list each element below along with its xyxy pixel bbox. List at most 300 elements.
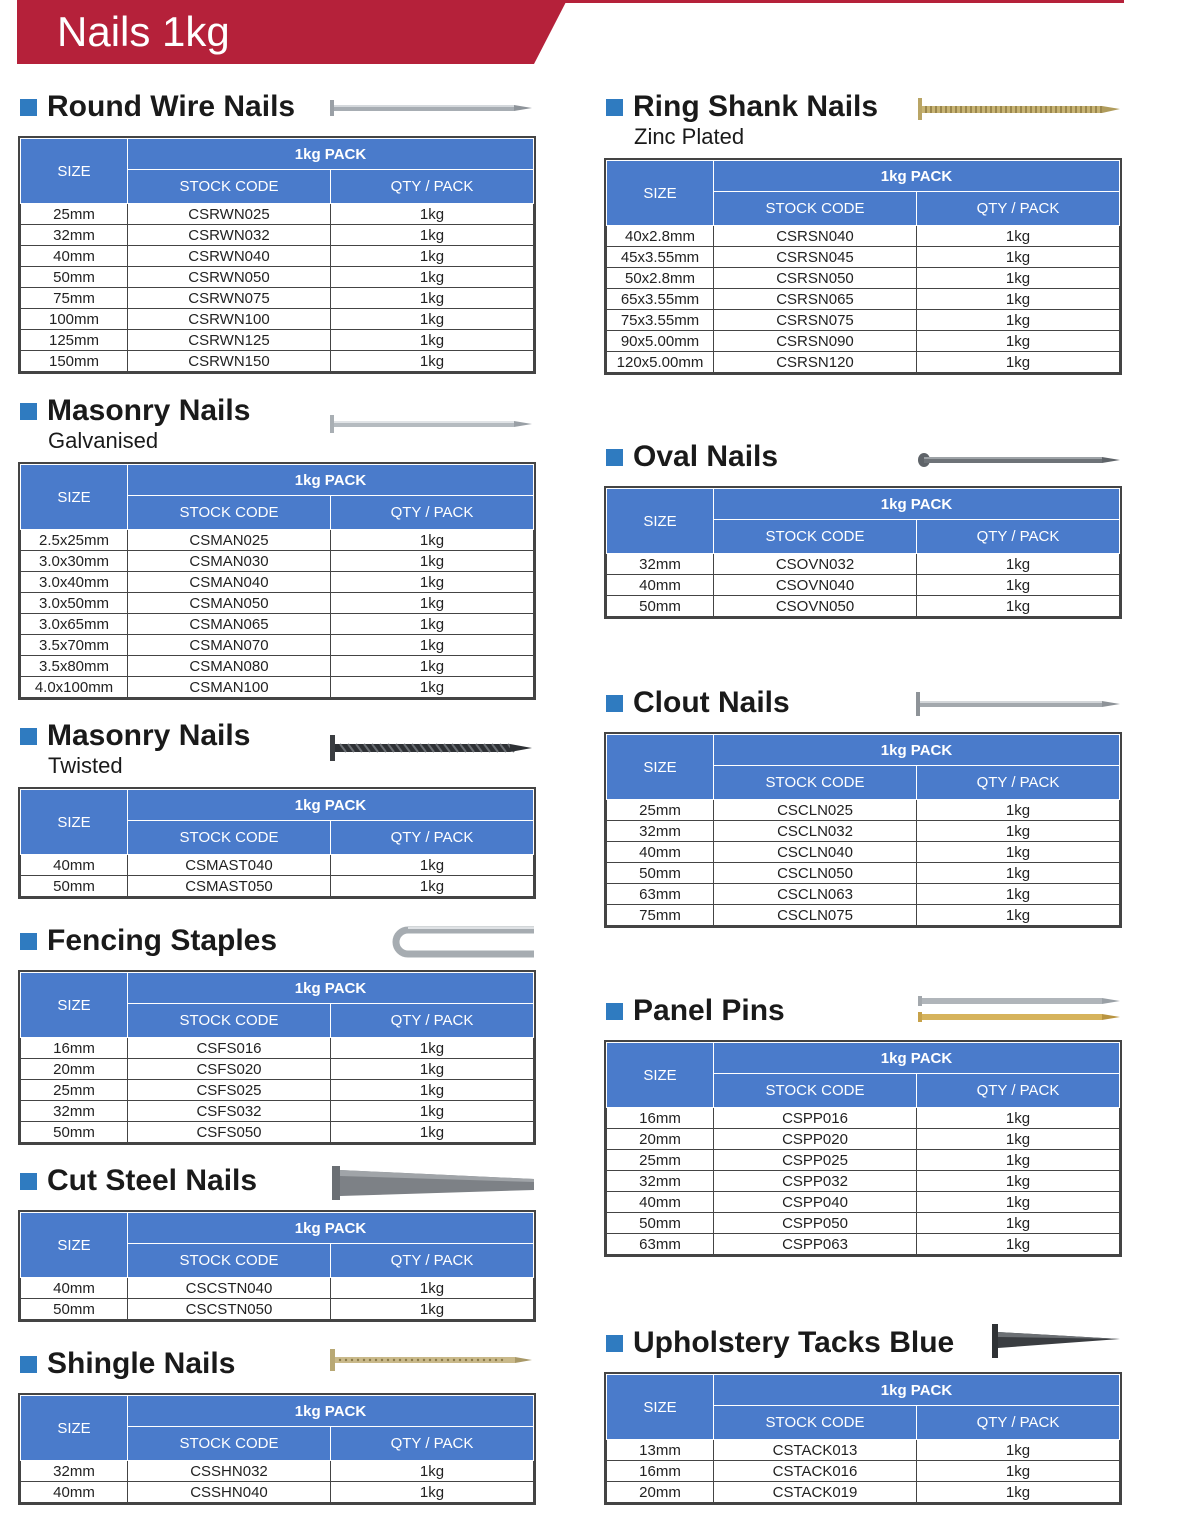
- table-row: [607, 1129, 1120, 1150]
- stock-code-cell: CSRWN032: [128, 225, 331, 246]
- stock-code-cell: CSOVN050: [714, 596, 917, 617]
- stock-code-cell: CSMAN080: [128, 656, 331, 677]
- table-row: [21, 1080, 534, 1101]
- size-cell: 40mm: [21, 246, 128, 267]
- stock-code-cell: CSCLN032: [714, 821, 917, 842]
- section-oval-nails: [604, 440, 1122, 619]
- section-title: Ring Shank Nails: [633, 90, 879, 123]
- section-header: [18, 924, 536, 970]
- qty-cell: 1kg: [917, 575, 1120, 596]
- table-row: [21, 1278, 534, 1299]
- size-cell: 63mm: [607, 884, 714, 905]
- nail-image-icon: [990, 1324, 1122, 1358]
- section-round-wire-nails: [18, 90, 536, 374]
- qty-cell: 1kg: [917, 1440, 1120, 1461]
- table-row: [21, 551, 534, 572]
- size-cell: 20mm: [21, 1059, 128, 1080]
- qty-cell: 1kg: [917, 310, 1120, 331]
- product-table: [18, 1393, 536, 1505]
- stock-code-header: STOCK CODE: [714, 192, 917, 226]
- stock-code-cell: CSFS016: [128, 1038, 331, 1059]
- stock-code-cell: CSRWN050: [128, 267, 331, 288]
- stock-code-cell: CSRWN125: [128, 330, 331, 351]
- square-bullet-icon: [606, 99, 623, 116]
- stock-code-cell: CSRSN120: [714, 352, 917, 373]
- size-header: SIZE: [21, 790, 128, 855]
- stock-code-cell: CSCLN063: [714, 884, 917, 905]
- size-cell: 3.5x70mm: [21, 635, 128, 656]
- section-title: Masonry Nails: [47, 394, 251, 427]
- size-cell: 3.5x80mm: [21, 656, 128, 677]
- product-table: [604, 1040, 1122, 1257]
- qty-cell: 1kg: [917, 863, 1120, 884]
- table-row: [21, 1299, 534, 1320]
- table-row: [607, 1213, 1120, 1234]
- qty-cell: 1kg: [917, 884, 1120, 905]
- stock-code-cell: CSRSN075: [714, 310, 917, 331]
- qty-cell: 1kg: [331, 855, 534, 876]
- size-cell: 65x3.55mm: [607, 289, 714, 310]
- stock-code-cell: CSCLN040: [714, 842, 917, 863]
- size-cell: 16mm: [21, 1038, 128, 1059]
- qty-cell: 1kg: [331, 246, 534, 267]
- qty-cell: 1kg: [331, 225, 534, 246]
- product-table: [604, 486, 1122, 619]
- section-header: [604, 994, 1122, 1040]
- square-bullet-icon: [20, 1173, 37, 1190]
- table-row: [607, 1192, 1120, 1213]
- table-row: [21, 1038, 534, 1059]
- stock-code-cell: CSSHN040: [128, 1482, 331, 1503]
- qty-cell: 1kg: [917, 1213, 1120, 1234]
- size-cell: 25mm: [607, 1150, 714, 1171]
- nail-image-icon: [916, 994, 1122, 1024]
- stock-code-cell: CSPP063: [714, 1234, 917, 1255]
- stock-code-cell: CSPP050: [714, 1213, 917, 1234]
- size-cell: 40x2.8mm: [607, 226, 714, 247]
- qty-cell: 1kg: [917, 268, 1120, 289]
- table-row: [607, 884, 1120, 905]
- section-masonry-nails-twisted: [18, 719, 536, 899]
- banner-rule: [540, 0, 1124, 3]
- size-cell: 4.0x100mm: [21, 677, 128, 698]
- qty-cell: 1kg: [917, 1461, 1120, 1482]
- stock-code-header: STOCK CODE: [128, 496, 331, 530]
- size-cell: 32mm: [607, 554, 714, 575]
- table-row: [21, 572, 534, 593]
- qty-cell: 1kg: [331, 1278, 534, 1299]
- section-subtitle: Twisted: [48, 753, 123, 778]
- size-cell: 150mm: [21, 351, 128, 372]
- table-row: [607, 331, 1120, 352]
- stock-code-cell: CSRSN045: [714, 247, 917, 268]
- nail-image-icon: [326, 1349, 536, 1371]
- qty-pack-header: QTY / PACK: [331, 496, 534, 530]
- size-cell: 32mm: [607, 1171, 714, 1192]
- stock-code-cell: CSMAN025: [128, 530, 331, 551]
- stock-code-cell: CSSHN032: [128, 1461, 331, 1482]
- stock-code-cell: CSPP020: [714, 1129, 917, 1150]
- qty-cell: 1kg: [917, 247, 1120, 268]
- size-header: SIZE: [607, 1375, 714, 1440]
- qty-cell: 1kg: [331, 572, 534, 593]
- section-header: [18, 394, 536, 462]
- stock-code-cell: CSOVN040: [714, 575, 917, 596]
- stock-code-header: STOCK CODE: [128, 1244, 331, 1278]
- pack-header: 1kg PACK: [714, 489, 1120, 520]
- stock-code-cell: CSOVN032: [714, 554, 917, 575]
- qty-pack-header: QTY / PACK: [331, 1244, 534, 1278]
- size-cell: 32mm: [607, 821, 714, 842]
- table-row: [21, 593, 534, 614]
- qty-pack-header: QTY / PACK: [917, 766, 1120, 800]
- stock-code-cell: CSFS032: [128, 1101, 331, 1122]
- pack-header: 1kg PACK: [714, 161, 1120, 192]
- qty-cell: 1kg: [331, 1080, 534, 1101]
- table-row: [607, 247, 1120, 268]
- table-row: [21, 1059, 534, 1080]
- stock-code-cell: CSRWN150: [128, 351, 331, 372]
- section-cut-steel-nails: [18, 1164, 536, 1322]
- section-title: Shingle Nails: [47, 1347, 236, 1380]
- stock-code-cell: CSCSTN050: [128, 1299, 331, 1320]
- square-bullet-icon: [606, 1003, 623, 1020]
- table-row: [21, 1101, 534, 1122]
- stock-code-cell: CSTACK016: [714, 1461, 917, 1482]
- qty-cell: 1kg: [331, 656, 534, 677]
- square-bullet-icon: [606, 449, 623, 466]
- table-row: [607, 575, 1120, 596]
- size-cell: 50mm: [21, 876, 128, 897]
- qty-cell: 1kg: [917, 352, 1120, 373]
- stock-code-header: STOCK CODE: [714, 1406, 917, 1440]
- table-row: [607, 268, 1120, 289]
- stock-code-cell: CSRSN090: [714, 331, 917, 352]
- qty-cell: 1kg: [331, 551, 534, 572]
- qty-cell: 1kg: [917, 1150, 1120, 1171]
- qty-cell: 1kg: [331, 330, 534, 351]
- size-cell: 3.0x50mm: [21, 593, 128, 614]
- section-title: Fencing Staples: [47, 924, 278, 957]
- pack-header: 1kg PACK: [714, 1043, 1120, 1074]
- table-row: [607, 1440, 1120, 1461]
- nail-image-icon: [914, 692, 1122, 716]
- nail-image-icon: [386, 924, 536, 960]
- size-cell: 13mm: [607, 1440, 714, 1461]
- qty-pack-header: QTY / PACK: [917, 520, 1120, 554]
- qty-pack-header: QTY / PACK: [331, 170, 534, 204]
- size-cell: 32mm: [21, 225, 128, 246]
- size-header: SIZE: [607, 489, 714, 554]
- size-cell: 40mm: [607, 842, 714, 863]
- square-bullet-icon: [20, 1356, 37, 1373]
- table-row: [607, 1482, 1120, 1503]
- pack-header: 1kg PACK: [128, 465, 534, 496]
- size-cell: 40mm: [607, 575, 714, 596]
- pack-header: 1kg PACK: [128, 1213, 534, 1244]
- table-row: [21, 309, 534, 330]
- size-cell: 75x3.55mm: [607, 310, 714, 331]
- section-shingle-nails: [18, 1347, 536, 1505]
- size-cell: 20mm: [607, 1129, 714, 1150]
- qty-cell: 1kg: [331, 677, 534, 698]
- table-row: [21, 635, 534, 656]
- table-row: [607, 1461, 1120, 1482]
- section-clout-nails: [604, 686, 1122, 928]
- qty-cell: 1kg: [917, 289, 1120, 310]
- section-header: [604, 440, 1122, 486]
- stock-code-header: STOCK CODE: [714, 766, 917, 800]
- qty-cell: 1kg: [331, 876, 534, 897]
- section-title: Round Wire Nails: [47, 90, 296, 123]
- section-masonry-nails-galvanised: [18, 394, 536, 700]
- square-bullet-icon: [20, 99, 37, 116]
- table-row: [21, 855, 534, 876]
- qty-cell: 1kg: [917, 1129, 1120, 1150]
- qty-pack-header: QTY / PACK: [331, 821, 534, 855]
- table-row: [607, 1108, 1120, 1129]
- qty-cell: 1kg: [331, 635, 534, 656]
- size-cell: 50mm: [21, 267, 128, 288]
- square-bullet-icon: [20, 728, 37, 745]
- stock-code-cell: CSRWN025: [128, 204, 331, 225]
- section-header: [18, 1347, 536, 1393]
- stock-code-cell: CSCSTN040: [128, 1278, 331, 1299]
- section-title: Panel Pins: [633, 994, 785, 1027]
- table-row: [607, 226, 1120, 247]
- size-cell: 63mm: [607, 1234, 714, 1255]
- size-cell: 3.0x65mm: [21, 614, 128, 635]
- table-row: [607, 842, 1120, 863]
- size-cell: 40mm: [21, 855, 128, 876]
- stock-code-cell: CSRSN040: [714, 226, 917, 247]
- stock-code-header: STOCK CODE: [128, 821, 331, 855]
- qty-cell: 1kg: [331, 530, 534, 551]
- size-cell: 2.5x25mm: [21, 530, 128, 551]
- size-cell: 75mm: [21, 288, 128, 309]
- table-row: [21, 204, 534, 225]
- stock-code-header: STOCK CODE: [128, 1427, 331, 1461]
- qty-cell: 1kg: [917, 331, 1120, 352]
- qty-cell: 1kg: [331, 1299, 534, 1320]
- size-cell: 125mm: [21, 330, 128, 351]
- stock-code-cell: CSRWN075: [128, 288, 331, 309]
- table-row: [21, 267, 534, 288]
- product-table: [604, 732, 1122, 928]
- stock-code-cell: CSPP040: [714, 1192, 917, 1213]
- product-table: [604, 158, 1122, 375]
- nail-image-icon: [916, 452, 1122, 468]
- qty-cell: 1kg: [917, 1171, 1120, 1192]
- table-row: [607, 554, 1120, 575]
- size-cell: 20mm: [607, 1482, 714, 1503]
- section-title: Clout Nails: [633, 686, 790, 719]
- stock-code-cell: CSRSN065: [714, 289, 917, 310]
- size-header: SIZE: [607, 161, 714, 226]
- qty-cell: 1kg: [917, 842, 1120, 863]
- nail-image-icon: [326, 98, 536, 118]
- stock-code-cell: CSMAN050: [128, 593, 331, 614]
- stock-code-cell: CSCLN025: [714, 800, 917, 821]
- pack-header: 1kg PACK: [128, 139, 534, 170]
- size-cell: 50mm: [21, 1299, 128, 1320]
- nail-image-icon: [330, 1166, 536, 1202]
- size-cell: 16mm: [607, 1108, 714, 1129]
- qty-cell: 1kg: [917, 226, 1120, 247]
- table-row: [21, 1122, 534, 1143]
- size-cell: 50mm: [607, 596, 714, 617]
- size-cell: 50mm: [21, 1122, 128, 1143]
- size-cell: 25mm: [607, 800, 714, 821]
- stock-code-header: STOCK CODE: [128, 170, 331, 204]
- stock-code-cell: CSRWN040: [128, 246, 331, 267]
- size-cell: 25mm: [21, 1080, 128, 1101]
- section-fencing-staples: [18, 924, 536, 1145]
- product-table: [18, 787, 536, 899]
- size-cell: 40mm: [607, 1192, 714, 1213]
- stock-code-cell: CSMAN065: [128, 614, 331, 635]
- qty-cell: 1kg: [331, 1122, 534, 1143]
- size-cell: 3.0x30mm: [21, 551, 128, 572]
- stock-code-cell: CSMAN100: [128, 677, 331, 698]
- size-header: SIZE: [21, 1213, 128, 1278]
- section-header: [604, 1326, 1122, 1372]
- qty-pack-header: QTY / PACK: [917, 1406, 1120, 1440]
- stock-code-header: STOCK CODE: [128, 1004, 331, 1038]
- table-row: [607, 821, 1120, 842]
- section-ring-shank-nails: [604, 90, 1122, 375]
- qty-pack-header: QTY / PACK: [917, 192, 1120, 226]
- table-row: [21, 530, 534, 551]
- product-table: [18, 462, 536, 700]
- section-title: Cut Steel Nails: [47, 1164, 258, 1197]
- qty-cell: 1kg: [331, 1038, 534, 1059]
- table-row: [607, 1234, 1120, 1255]
- size-cell: 90x5.00mm: [607, 331, 714, 352]
- size-cell: 40mm: [21, 1278, 128, 1299]
- section-header: [18, 1164, 536, 1210]
- stock-code-header: STOCK CODE: [714, 520, 917, 554]
- size-header: SIZE: [21, 465, 128, 530]
- stock-code-cell: CSPP032: [714, 1171, 917, 1192]
- square-bullet-icon: [20, 403, 37, 420]
- section-subtitle: Zinc Plated: [634, 124, 745, 149]
- section-header: [18, 90, 536, 136]
- qty-cell: 1kg: [917, 1482, 1120, 1503]
- product-table: [18, 1210, 536, 1322]
- stock-code-cell: CSCLN050: [714, 863, 917, 884]
- table-row: [607, 352, 1120, 373]
- stock-code-cell: CSRWN100: [128, 309, 331, 330]
- stock-code-cell: CSMAST040: [128, 855, 331, 876]
- pack-header: 1kg PACK: [128, 973, 534, 1004]
- stock-code-cell: CSCLN075: [714, 905, 917, 926]
- table-row: [21, 656, 534, 677]
- qty-cell: 1kg: [331, 1059, 534, 1080]
- table-row: [607, 289, 1120, 310]
- product-table: [18, 136, 536, 374]
- stock-code-cell: CSMAN040: [128, 572, 331, 593]
- square-bullet-icon: [606, 1335, 623, 1352]
- qty-cell: 1kg: [331, 1482, 534, 1503]
- table-row: [21, 225, 534, 246]
- qty-cell: 1kg: [331, 204, 534, 225]
- square-bullet-icon: [606, 695, 623, 712]
- size-cell: 40mm: [21, 1482, 128, 1503]
- table-row: [607, 800, 1120, 821]
- qty-pack-header: QTY / PACK: [917, 1074, 1120, 1108]
- table-row: [21, 1482, 534, 1503]
- table-row: [21, 351, 534, 372]
- qty-cell: 1kg: [917, 1234, 1120, 1255]
- qty-cell: 1kg: [331, 309, 534, 330]
- stock-code-cell: CSTACK019: [714, 1482, 917, 1503]
- stock-code-cell: CSPP025: [714, 1150, 917, 1171]
- table-row: [21, 1461, 534, 1482]
- stock-code-cell: CSMAN030: [128, 551, 331, 572]
- table-row: [21, 677, 534, 698]
- qty-pack-header: QTY / PACK: [331, 1004, 534, 1038]
- pack-header: 1kg PACK: [128, 1396, 534, 1427]
- size-cell: 3.0x40mm: [21, 572, 128, 593]
- table-row: [21, 288, 534, 309]
- stock-code-cell: CSFS020: [128, 1059, 331, 1080]
- pack-header: 1kg PACK: [128, 790, 534, 821]
- stock-code-cell: CSMAST050: [128, 876, 331, 897]
- section-upholstery-tacks: [604, 1326, 1122, 1505]
- table-row: [607, 596, 1120, 617]
- product-table: [604, 1372, 1122, 1505]
- table-row: [21, 330, 534, 351]
- nail-image-icon: [326, 414, 536, 434]
- size-cell: 32mm: [21, 1461, 128, 1482]
- square-bullet-icon: [20, 933, 37, 950]
- qty-cell: 1kg: [331, 351, 534, 372]
- size-cell: 100mm: [21, 309, 128, 330]
- table-row: [21, 614, 534, 635]
- section-subtitle: Galvanised: [48, 428, 159, 453]
- table-row: [607, 863, 1120, 884]
- size-cell: 50mm: [607, 1213, 714, 1234]
- table-row: [21, 876, 534, 897]
- qty-cell: 1kg: [331, 593, 534, 614]
- stock-code-cell: CSRSN050: [714, 268, 917, 289]
- size-cell: 45x3.55mm: [607, 247, 714, 268]
- qty-pack-header: QTY / PACK: [331, 1427, 534, 1461]
- table-row: [607, 905, 1120, 926]
- qty-cell: 1kg: [917, 596, 1120, 617]
- size-cell: 120x5.00mm: [607, 352, 714, 373]
- stock-code-cell: CSPP016: [714, 1108, 917, 1129]
- section-panel-pins: [604, 994, 1122, 1257]
- size-header: SIZE: [21, 973, 128, 1038]
- section-title: Oval Nails: [633, 440, 779, 473]
- nail-image-icon: [916, 98, 1122, 120]
- nail-image-icon: [326, 735, 536, 761]
- table-row: [607, 310, 1120, 331]
- stock-code-cell: CSTACK013: [714, 1440, 917, 1461]
- section-title: Upholstery Tacks Blue: [633, 1326, 955, 1359]
- size-cell: 75mm: [607, 905, 714, 926]
- stock-code-cell: CSFS025: [128, 1080, 331, 1101]
- size-cell: 16mm: [607, 1461, 714, 1482]
- size-cell: 32mm: [21, 1101, 128, 1122]
- qty-cell: 1kg: [331, 267, 534, 288]
- section-header: [604, 90, 1122, 158]
- size-header: SIZE: [607, 1043, 714, 1108]
- pack-header: 1kg PACK: [714, 735, 1120, 766]
- size-cell: 25mm: [21, 204, 128, 225]
